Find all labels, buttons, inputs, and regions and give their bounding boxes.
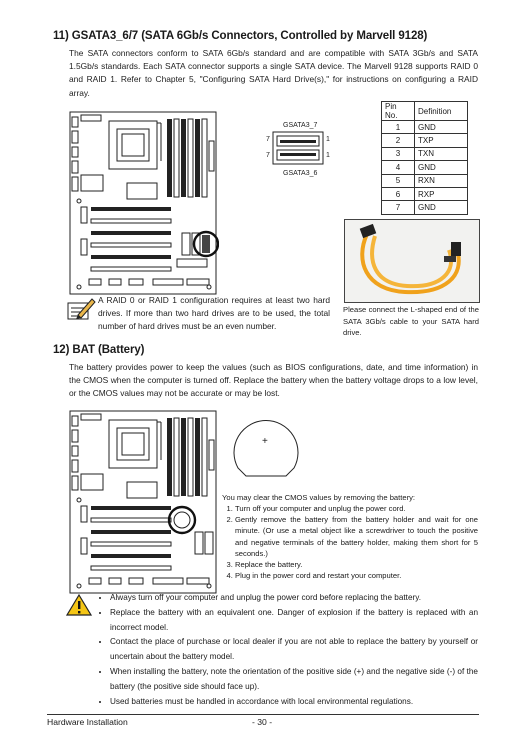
battery-warnings xyxy=(99,591,478,709)
pin-table-header xyxy=(382,102,468,121)
sata-cable-photo xyxy=(344,219,480,303)
warnings-list xyxy=(99,591,478,709)
table-row xyxy=(382,147,468,160)
pin-definition: TXP xyxy=(415,134,468,147)
gsata3-6-label: GSATA3_6 xyxy=(283,170,318,177)
cable-caption: Please connect the L-shaped end of the SATA 3Gb/s cable to your SATA hard drive. xyxy=(343,305,479,337)
step-item: 3. Replace the battery. xyxy=(235,559,478,570)
pin-number: 5 xyxy=(382,174,415,187)
clear-cmos-intro: You may clear the CMOS values by removing the battery: xyxy=(222,493,416,502)
pin-definition: GND xyxy=(415,121,468,134)
pin-definition: TXN xyxy=(415,147,468,160)
section-12-heading: 12) BAT (Battery) xyxy=(53,344,145,356)
list-item: • Contact the place of purchase or local dealer if you are not able to replace the battery by yourself or uncertain about the battery model. xyxy=(110,635,478,665)
pin-table xyxy=(381,101,468,215)
pin-number: 2 xyxy=(382,134,415,147)
raid-note: A RAID 0 or RAID 1 configuration requires at least two hard drives. If more than two hard drives are to be used, the total number of hard drives must be an even number. xyxy=(98,295,330,332)
pin-number: 7 xyxy=(382,201,415,214)
pin-1-top-label: 1 xyxy=(326,136,330,143)
list-item: • Always turn off your computer and unplug the power cord before replacing the battery. xyxy=(110,591,478,606)
pin-number: 6 xyxy=(382,187,415,200)
pin-7-top-label: 7 xyxy=(266,136,270,143)
footer-section-title: Hardware Installation xyxy=(47,717,128,727)
table-row xyxy=(382,174,468,187)
header-pin-no: Pin No. xyxy=(382,102,415,121)
step-item: 1. Turn off your computer and unplug the power cord. xyxy=(235,503,478,514)
steps-list xyxy=(222,503,478,581)
header-definition: Definition xyxy=(415,102,468,121)
motherboard-diagram-sata xyxy=(69,111,219,296)
section-11-paragraph: The SATA connectors conform to SATA 6Gb/s standard and are compatible with SATA 3Gb/s and SATA 1.5Gb/s standards. Each SATA connector supports a single SATA device. The Marvell 9128 supports RAID 0 and RAID 1. Refer to Chapter 5, "Configuring SATA Hard Drive(s)," for instructions on configuring a RAID array. xyxy=(69,48,478,98)
pin-number: 3 xyxy=(382,147,415,160)
table-row xyxy=(382,161,468,174)
section-12-paragraph: The battery provides power to keep the values (such as BIOS configurations, date, and time information) in the CMOS when the computer is turned off. Replace the battery when the battery voltage drops to a low level, or the CMOS values may not be accurate or may be lost. xyxy=(69,362,478,399)
table-row xyxy=(382,134,468,147)
pencil-note-icon xyxy=(66,295,96,323)
battery-plus-symbol: + xyxy=(262,436,268,447)
warning-icon xyxy=(66,593,92,617)
motherboard-diagram-battery xyxy=(69,410,219,595)
sata-connector-diagram xyxy=(266,120,338,180)
pin-definition: RXN xyxy=(415,174,468,187)
footer-rule xyxy=(47,714,479,715)
pin-number: 4 xyxy=(382,161,415,174)
page-number: - 30 - xyxy=(252,717,273,727)
gsata3-7-label: GSATA3_7 xyxy=(283,122,318,129)
pin-number: 1 xyxy=(382,121,415,134)
list-item: • Used batteries must be handled in accordance with local environmental regulations. xyxy=(110,695,478,710)
pin-definition: GND xyxy=(415,201,468,214)
clear-cmos-steps xyxy=(222,503,478,581)
pin-7-bottom-label: 7 xyxy=(266,152,270,159)
table-row xyxy=(382,121,468,134)
list-item: • When installing the battery, note the orientation of the positive side (+) and the negative side (-) of the battery (the positive side should face up). xyxy=(110,665,478,695)
pin-1-bottom-label: 1 xyxy=(326,152,330,159)
pin-definition: GND xyxy=(415,161,468,174)
step-item: 2. Gently remove the battery from the battery holder and wait for one minute. (Or use a metal object like a screwdriver to touch the positive and negative terminals of the battery holder, making them short for 5 seconds.) xyxy=(235,514,478,559)
table-row xyxy=(382,201,468,214)
pin-definition-table xyxy=(381,101,468,215)
list-item: • Replace the battery with an equivalent one. Danger of explosion if the battery is replaced with an incorrect model. xyxy=(110,606,478,636)
step-item: 4. Plug in the power cord and restart your computer. xyxy=(235,570,478,581)
table-row xyxy=(382,187,468,200)
pin-definition: RXP xyxy=(415,187,468,200)
section-11-heading: 11) GSATA3_6/7 (SATA 6Gb/s Connectors, Controlled by Marvell 9128) xyxy=(53,30,428,42)
